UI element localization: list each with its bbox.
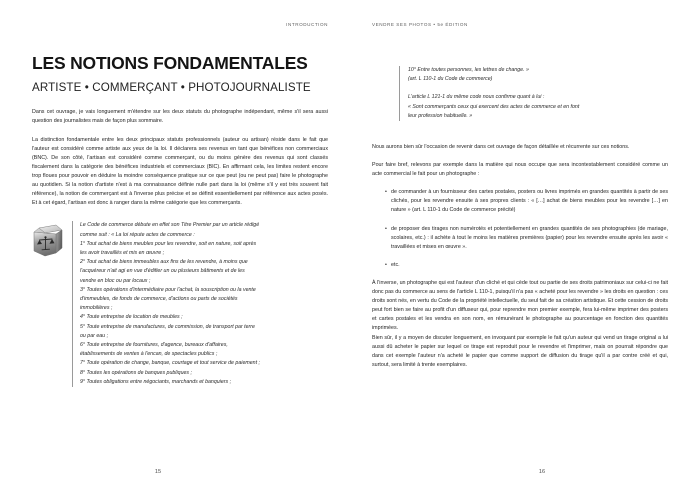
callout-line: 8° Toutes les opérations de banques publiques ; bbox=[80, 369, 192, 376]
callout-line: 5° Toute entreprise de manufactures, de commission, de transport par terre bbox=[80, 323, 255, 330]
callout-line: 7° Toute opération de change, banque, courtage et tout service de paiement ; bbox=[80, 360, 260, 367]
body-paragraph: Bien sûr, il y a moyen de discuter longuement, en invoquant par exemple le fait qu'un auteur qui vend un tirage original a lui aussi dû acheter le papier sur lequel ce tirage est reproduit pour le revendre et l'imprimer, mais on pourrait répondre que dans cet exemple l'auteur n'a acheté le papier que comme support de diffusion du tirage qu'il a par contre créé et qui, surtout, sera limité à trente exemplaires. bbox=[372, 334, 668, 368]
quote-line: L'article L 121-1 du même code nous confirme quant à lui : bbox=[408, 94, 545, 101]
list-item bbox=[372, 225, 668, 252]
callout-line: 1° Tout achat de biens meubles pour les revendre, soit en nature, soit après bbox=[80, 240, 257, 247]
page-number-right: 16 bbox=[538, 469, 546, 475]
callout-line: ou par eau ; bbox=[80, 332, 109, 339]
list-item-text: de proposer des tirages non numérotés et potentiellement en grandes quantités de ses photographies (de mariage, scolaires, etc.) : il achète à tout le moins les matières premières (papier) pour les revendre ensuite après les avoir « travaillées et mises en œuvre ». bbox=[391, 225, 668, 250]
callout-line: immobilières ; bbox=[80, 305, 113, 312]
callout-line: 4° Toute entreprise de location de meubles ; bbox=[80, 314, 183, 321]
callout-line: 6° Toute entreprise de fournitures, d'agence, bureaux d'affaires, bbox=[80, 341, 228, 348]
callout-line: Le Code de commerce débute en effet son Titre Premier par un article rédigé bbox=[80, 222, 260, 229]
callout-line: 9° Toutes obligations entre négociants, marchands et banquiers ; bbox=[80, 378, 232, 385]
page-title: LES NOTIONS FONDAMENTALES bbox=[32, 53, 308, 73]
running-head-right: VENDRE SES PHOTOS • 5e ÉDITION bbox=[372, 22, 468, 27]
list-item bbox=[372, 261, 668, 270]
bullet-dot-icon: • bbox=[385, 261, 387, 268]
legal-callout bbox=[32, 221, 328, 387]
callout-line: 3° Toutes opérations d'intermédiaire pour l'achat, la souscription ou la vente bbox=[80, 286, 256, 293]
scales-of-justice-cube-icon bbox=[32, 221, 72, 387]
bullet-dot-icon: • bbox=[385, 189, 387, 196]
body-paragraph: Dans cet ouvrage, je vais longuement m'étendre sur les deux statuts du photographe indépendant, même s'il sera aussi question des journalistes mais de façon plus sommaire. bbox=[32, 109, 328, 125]
callout-line: comme suit : « La loi répute actes de commerce : bbox=[80, 231, 195, 238]
body-paragraph: Pour faire bref, relevons par exemple dans la matière qui nous occupe que sera incontestablement considéré comme un acte commercial le fait pour un photographe : bbox=[372, 162, 668, 178]
callout-line: les avoir travaillés et mis en œuvre ; bbox=[80, 249, 165, 256]
callout-line: d'immeubles, de fonds de commerce, d'actions ou parts de sociétés bbox=[80, 295, 238, 302]
page-number-left: 15 bbox=[154, 469, 162, 475]
quote-line: leur profession habituelle. » bbox=[408, 112, 473, 119]
right-page bbox=[350, 0, 700, 495]
callout-line: vendre en bloc ou par locaux ; bbox=[80, 277, 151, 284]
list-item bbox=[372, 188, 668, 215]
quote-line: « Sont commerçants ceux qui exercent des actes de commerce et en font bbox=[408, 103, 580, 110]
quote-gap bbox=[408, 84, 668, 93]
legal-quote-box bbox=[399, 66, 668, 121]
running-head-left: INTRODUCTION bbox=[286, 22, 328, 27]
callout-line: 2° Tout achat de biens immeubles aux fins de les revendre, à moins que bbox=[80, 259, 248, 266]
quote-line: (art. L 110-1 du Code de commerce) bbox=[408, 76, 493, 83]
bullet-dot-icon: • bbox=[385, 225, 387, 232]
callout-line: l'acquéreur n'ait agi en vue d'édifier un ou plusieurs bâtiments et de les bbox=[80, 268, 245, 275]
legal-callout-text bbox=[72, 221, 328, 387]
body-paragraph: Nous aurons bien sûr l'occasion de revenir dans cet ouvrage de façon détaillée et récurrente sur ces notions. bbox=[372, 144, 630, 151]
quote-line: 10° Entre toutes personnes, les lettres de change. » bbox=[408, 67, 529, 73]
callout-line: établissements de ventes à l'encan, de spectacles publics ; bbox=[80, 351, 218, 358]
body-paragraph: La distinction fondamentale entre les deux principaux statuts professionnels (auteur ou artisan) réside dans le fait que l'auteur est considéré comme artiste aux yeux de la loi. Il déclarera ses revenus en tant que bénéfices non commerciaux (BNC). De son côté, l'artisan est considéré comme commerçant, ou du moins génère des revenus qui sont classés fiscalement dans la catégorie des bénéfices industriels et commerciaux (BIC). En affirmant cela, les limites restent encore trop floues pour pouvoir en déduire la moindre conséquence pratique sur ce que peut (ou ne peut pas) faire le photographe au quotidien. Si la notion d'artiste n'est à ma connaissance définie nulle part dans la loi (même s'il y est très souvent fait référence), la notion de commerçant est à l'inverse plus précise et se définit essentiellement par référence aux actes posés. Et à cet égard, l'artisan est donc à ranger dans la même catégorie que les commerçants. bbox=[32, 136, 328, 207]
list-item-text: de commander à un fournisseur des cartes postales, posters ou livres imprimés en grandes quantités à partir de ses clichés, pour les revendre ensuite à ses propres clients : « […] achat de biens meubles pour les revendre […] en nature » (art. L 110-1 du Code de commerce précité) bbox=[391, 189, 668, 214]
page-subtitle: ARTISTE • COMMERÇANT • PHOTOJOURNALISTE bbox=[32, 81, 311, 95]
list-item-text: etc. bbox=[391, 261, 400, 268]
body-paragraph: À l'inverse, un photographe qui est l'auteur d'un cliché et qui cède tout ou partie de ses droits patrimoniaux sur celui-ci ne fait donc pas du commerce au sens de l'article L 110-1, puisqu'il n'a pas « acheté pour les revendre » les droits en question : ces droits sont nés, en vertu du Code de la propriété intellectuelle, du seul fait de sa création artistique. Et cette cession de droits peut fort bien se faire au profit d'un diffuseur qui, pour reprendre mon premier exemple, fera lui-même imprimer des posters et cartes postales et les vendra en son nom, en rémunérant le photographe au pourcentage en fonction des quantités imprimées. bbox=[372, 279, 668, 332]
